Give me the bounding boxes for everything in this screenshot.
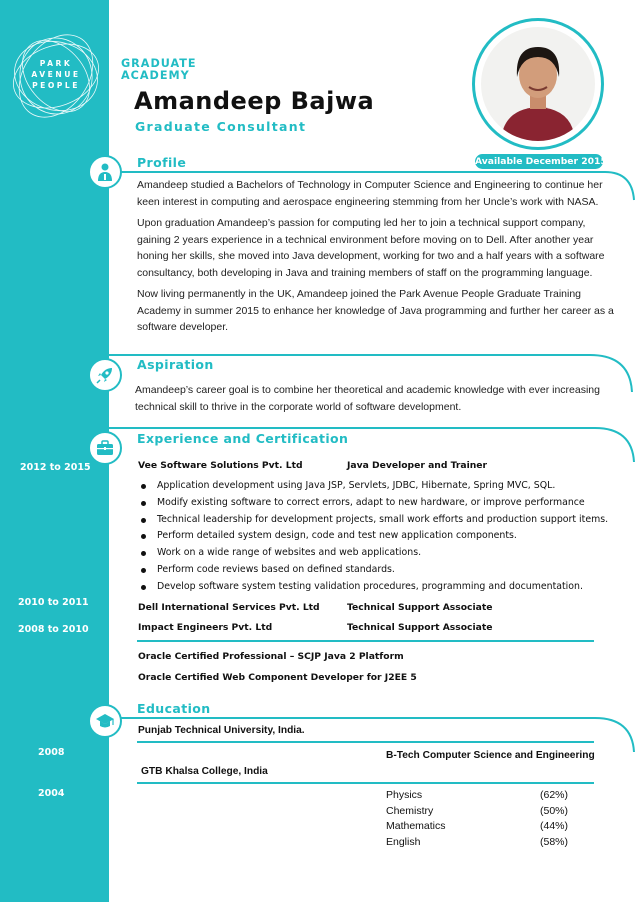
company-name: Dell International Services Pvt. Ltd — [138, 602, 320, 613]
job-title: Technical Support Associate — [347, 622, 493, 633]
profile-paragraph-3: Now living permanently in the UK, Amandeep joined the Park Avenue People Graduate Training Academy in summer 2015 to enhance her knowledge of Java programming and further her career as a software developer. — [137, 288, 614, 333]
list-item: Work on a wide range of websites and web applications. — [139, 545, 608, 562]
logo-line-3: PEOPLE — [32, 81, 80, 90]
list-item: Modify existing software to correct errors, adapt to new hardware, or improve performance — [139, 495, 608, 512]
certification: Oracle Certified Professional – SCJP Java 2 Platform — [138, 651, 404, 662]
education-heading: Education — [137, 701, 211, 716]
subject-score: (50%) — [540, 805, 569, 817]
subject-name: English — [386, 836, 421, 848]
divider — [137, 782, 594, 784]
profile-paragraph-2: Upon graduation Amandeep’s passion for computing led her to join a technical support company, gaining 2 years experience in a technical environment before moving on to Dell. After another year honing her skills, she moved into Java development, working for two and a half years with a software consultancy, both developing in Java and training members of staff on the programming language. — [137, 217, 605, 279]
profile-icon — [88, 155, 122, 189]
responsibilities-list — [139, 478, 608, 596]
date-range: 2012 to 2015 — [20, 462, 91, 473]
briefcase-icon — [88, 431, 122, 465]
subject-name: Chemistry — [386, 805, 434, 817]
certification: Oracle Certified Web Component Developer for J2EE 5 — [138, 672, 417, 683]
academy-line-1: GRADUATE — [121, 57, 197, 70]
education-year: 2004 — [38, 788, 65, 799]
job-title: Java Developer and Trainer — [347, 460, 488, 471]
date-range: 2008 to 2010 — [18, 624, 89, 635]
company-name: Impact Engineers Pvt. Ltd — [138, 622, 273, 633]
logo-line-1: PARK — [39, 59, 73, 68]
graduation-cap-icon — [88, 704, 122, 738]
subject-name: Physics — [386, 789, 423, 801]
company-name: Vee Software Solutions Pvt. Ltd — [138, 460, 303, 471]
job-title: Technical Support Associate — [347, 602, 493, 613]
candidate-name: Amandeep Bajwa — [134, 87, 375, 115]
experience-heading: Experience and Certification — [137, 431, 349, 446]
profile-paragraph-1: Amandeep studied a Bachelors of Technology in Computer Science and Engineering to continue her keen interest in computing and aerospace engineering stemming from her Uncle’s work with NASA. — [137, 179, 603, 208]
subject-score: (44%) — [540, 820, 569, 832]
education-year: 2008 — [38, 747, 65, 758]
list-item: Application development using Java JSP, Servlets, JDBC, Hibernate, Spring MVC, SQL. — [139, 478, 608, 495]
subject-name: Mathematics — [386, 820, 446, 832]
list-item: Develop software system testing validation procedures, programming and documentation. — [139, 579, 608, 596]
subject-score: (62%) — [540, 789, 569, 801]
aspiration-text: Amandeep’s career goal is to combine her theoretical and academic knowledge with ever increasing technical skill to thrive in the corporate world of software development. — [135, 384, 600, 413]
availability-badge: Available December 2015 — [475, 156, 607, 167]
candidate-role: Graduate Consultant — [135, 119, 307, 134]
divider — [137, 741, 594, 743]
list-item: Perform detailed system design, code and test new application components. — [139, 528, 608, 545]
rocket-icon — [88, 358, 122, 392]
subject-score: (58%) — [540, 836, 569, 848]
academy-line-2: ACADEMY — [121, 69, 190, 82]
list-item: Perform code reviews based on defined standards. — [139, 562, 608, 579]
university-name: Punjab Technical University, India. — [138, 725, 305, 736]
date-range: 2010 to 2011 — [18, 597, 89, 608]
aspiration-heading: Aspiration — [137, 357, 214, 372]
college-name: GTB Khalsa College, India — [141, 766, 268, 777]
list-item: Technical leadership for development projects, small work efforts and production support items. — [139, 512, 608, 529]
profile-heading: Profile — [137, 155, 187, 170]
divider — [137, 640, 594, 642]
degree-name: B-Tech Computer Science and Engineering — [386, 750, 595, 761]
logo-line-2: AVENUE — [31, 70, 81, 79]
profile-text — [137, 177, 617, 336]
